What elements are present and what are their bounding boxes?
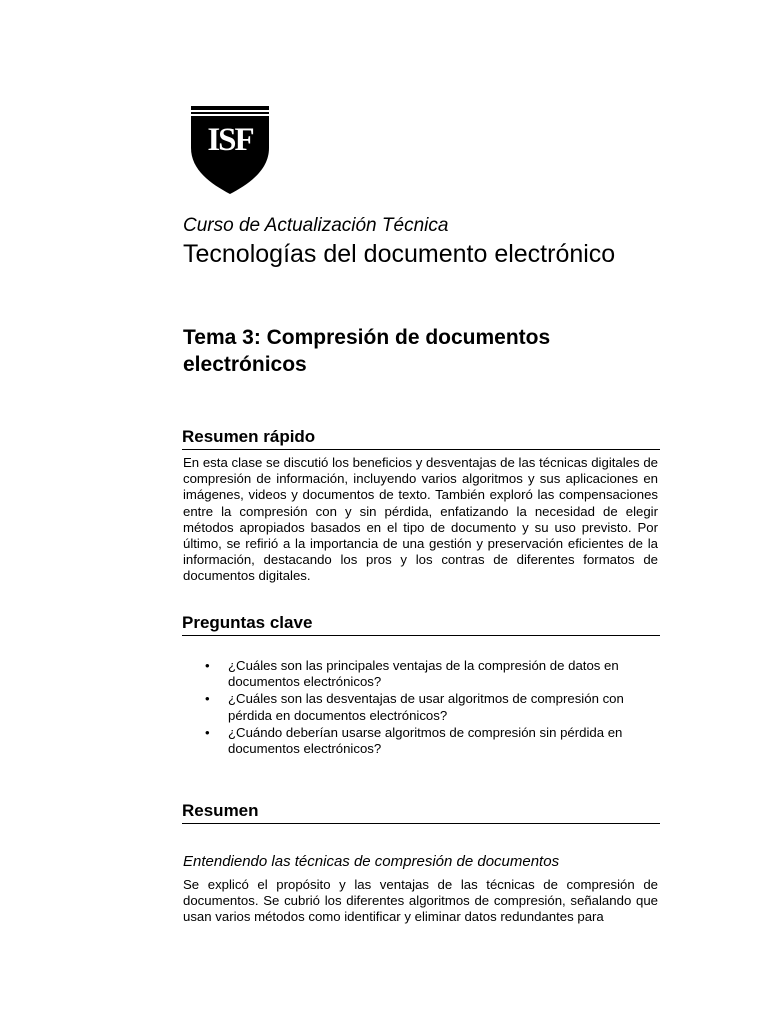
key-questions-heading: Preguntas clave — [182, 613, 660, 636]
bullet-icon: • — [205, 658, 210, 673]
list-item — [183, 691, 660, 723]
topic-title-line2: electrónicos — [183, 353, 307, 376]
logo-lettering: ISF — [207, 122, 253, 158]
summary-text: Se explicó el propósito y las ventajas de las técnicas de compresión de documentos. Se cubrió los diferentes algoritmos de compresión, señalando que usan varios métodos como identificar y eliminar datos redundantes para — [183, 877, 658, 925]
course-title: Tecnologías del documento electrónico — [183, 240, 616, 268]
list-item — [183, 725, 660, 757]
summary-heading: Resumen — [182, 801, 660, 824]
course-subtitle: Curso de Actualización Técnica — [183, 215, 449, 236]
topic-title — [183, 324, 663, 378]
key-questions-list — [183, 658, 660, 758]
list-item — [183, 658, 660, 690]
quick-summary-text: En esta clase se discutió los beneficios y desventajas de las técnicas digitales de compresión de información, incluyendo varios algoritmos y sus aplicaciones en imágenes, videos y documentos de texto. También exploró las compensaciones entre la compresión con y sin pérdida, enfatizando la necesidad de elegir métodos apropiados basados en el tipo de documento y su uso previsto. Por último, se refirió a la importancia de una gestión y preservación eficientes de la información, destacando los pros y los contras de diferentes formatos de documentos digitales. — [183, 455, 658, 584]
isf-shield-logo — [191, 106, 269, 194]
topic-title-line1: Tema 3: Compresión de documentos — [183, 326, 551, 349]
bullet-icon: • — [205, 724, 210, 740]
summary-subheading: Entendiendo las técnicas de compresión de documentos — [183, 853, 560, 870]
quick-summary-heading: Resumen rápido — [182, 427, 660, 450]
question-text: ¿Cuáles son las principales ventajas de la compresión de datos en documentos electrónicos? — [228, 658, 619, 690]
bullet-icon: • — [205, 691, 210, 707]
question-text: ¿Cuáles son las desventajas de usar algoritmos de compresión con pérdida en documentos electrónicos? — [228, 691, 624, 723]
question-text: ¿Cuándo deberían usarse algoritmos de compresión sin pérdida en documentos electrónicos? — [228, 724, 623, 757]
